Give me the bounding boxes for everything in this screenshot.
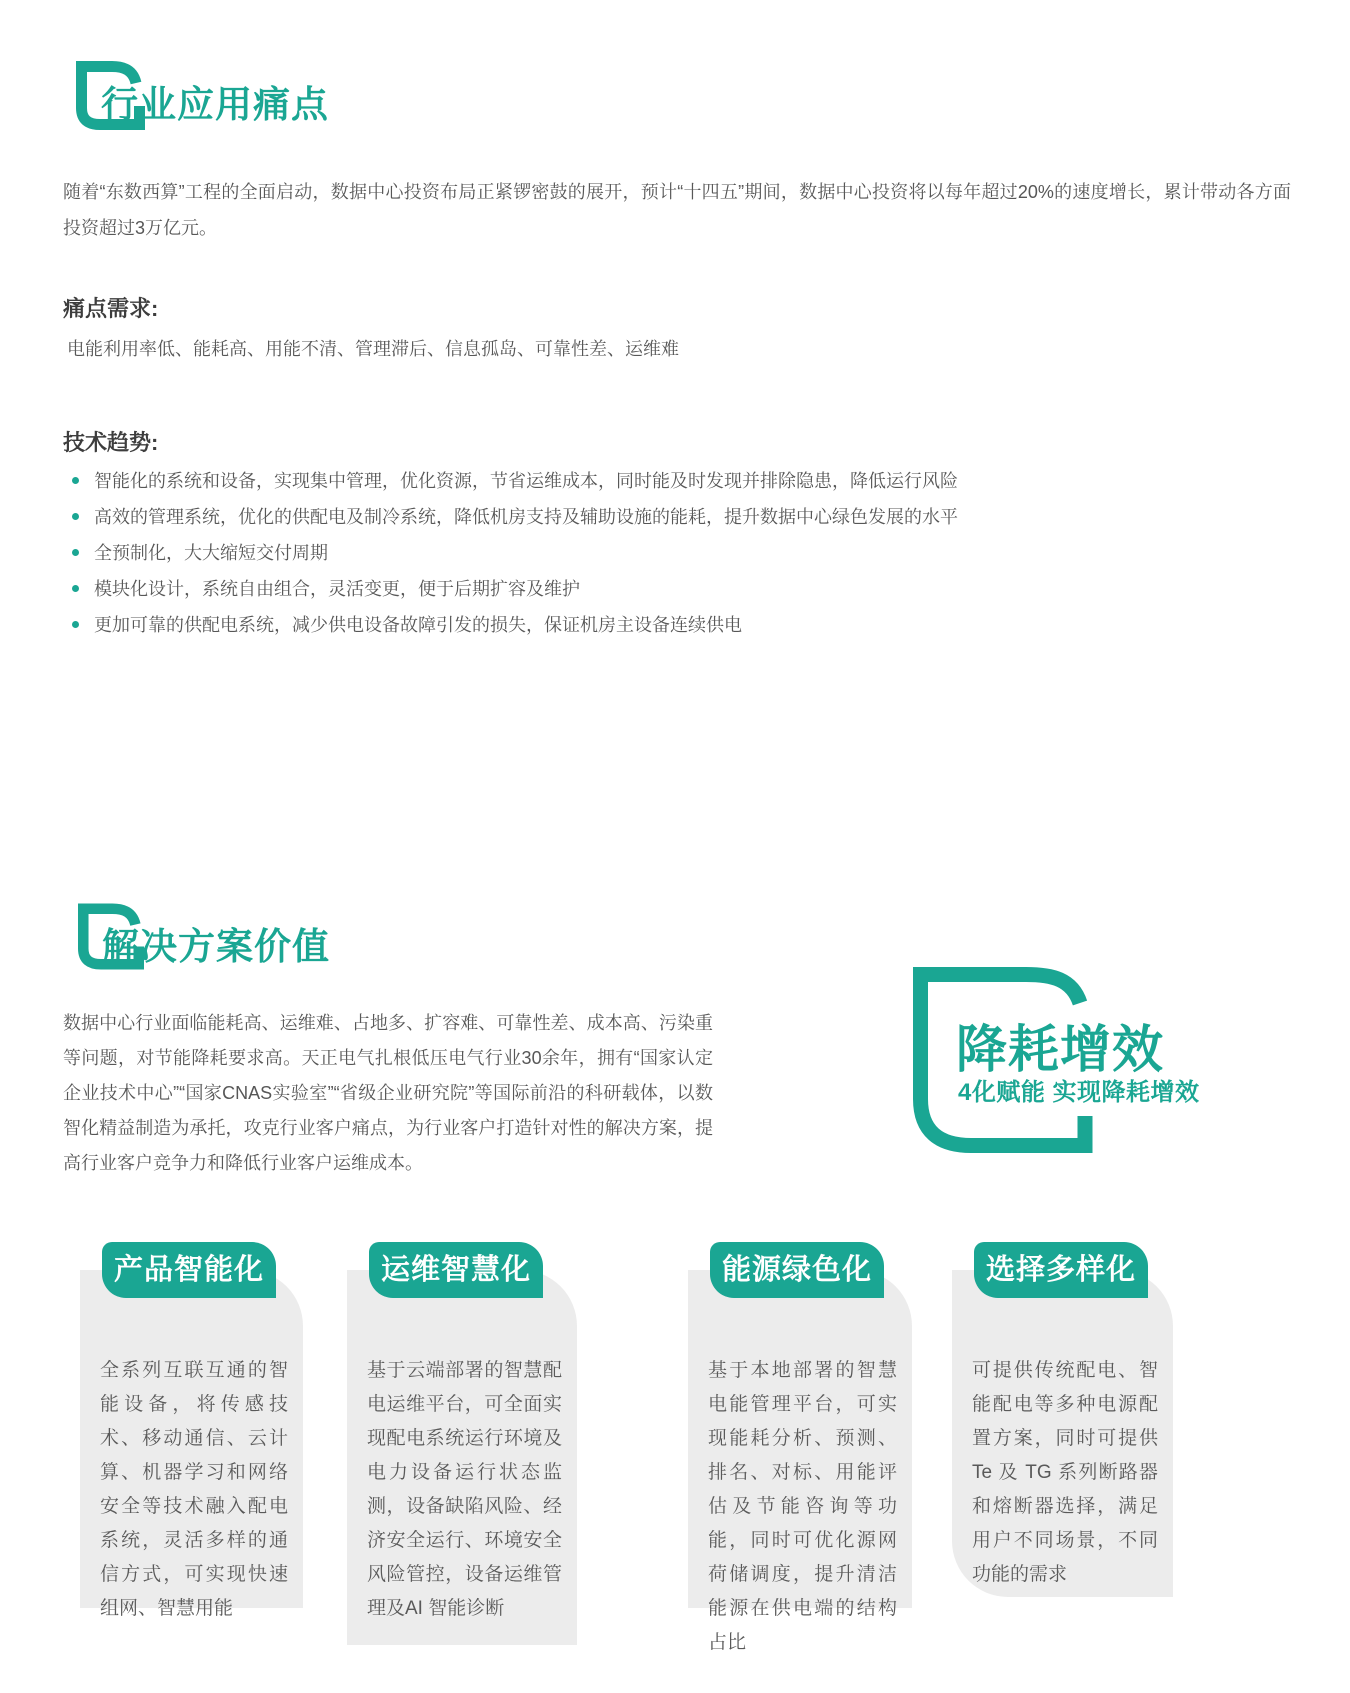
- trend-item-text: 更加可靠的供配电系统，减少供电设备故障引发的损失，保证机房主设备连续供电: [94, 615, 742, 635]
- bullet-dot-icon: [72, 585, 79, 592]
- solution-card-product-intelligence: [80, 1254, 303, 1619]
- callout-subtitle: 4化赋能 实现降耗增效: [958, 1079, 1200, 1106]
- trend-item: [63, 498, 958, 534]
- section-title-solution-value: 解决方案价值: [102, 926, 330, 967]
- card-body-text: 基于云端部署的智慧配电运维平台，可全面实现配电系统运行环境及电力设备运行状态监测，设备缺陷风险、经济安全运行、环境安全风险管控，设备运维管理及AI 智能诊断: [367, 1360, 562, 1619]
- card-badge: 运维智慧化: [369, 1242, 543, 1298]
- pain-demand-text: 电能利用率低、能耗高、用能不清、管理滞后、信息孤岛、可靠性差、运维难: [67, 339, 679, 359]
- pain-demand-heading: 痛点需求:: [63, 296, 159, 321]
- card-badge: 选择多样化: [974, 1242, 1148, 1298]
- tech-trend-heading: 技术趋势:: [63, 430, 159, 455]
- solution-card-diverse-choice: [952, 1254, 1173, 1597]
- solution-card-smart-operation: [347, 1254, 577, 1645]
- card-body-text: 可提供传统配电、智能配电等多种电源配置方案，同时可提供 Te 及 TG 系列断路器和熔断器选择，满足用户不同场景，不同功能的需求: [972, 1360, 1158, 1585]
- solution-card-green-energy: [688, 1254, 912, 1653]
- trend-item: [63, 570, 958, 606]
- trend-item-text: 高效的管理系统，优化的供配电及制冷系统，降低机房支持及辅助设施的能耗，提升数据中心绿色发展的水平: [94, 507, 958, 527]
- bullet-dot-icon: [72, 549, 79, 556]
- card-body-text: 全系列互联互通的智能设备，将传感技术、移动通信、云计算、机器学习和网络安全等技术融入配电系统，灵活多样的通信方式，可实现快速组网、智慧用能: [100, 1360, 288, 1619]
- trend-item: [63, 534, 958, 570]
- trend-item: [63, 606, 958, 642]
- trend-item-text: 智能化的系统和设备，实现集中管理，优化资源，节省运维成本，同时能及时发现并排除隐患，降低运行风险: [94, 471, 958, 491]
- trend-item: [63, 462, 958, 498]
- callout-title: 降耗增效: [956, 1021, 1165, 1078]
- card-body-text: 基于本地部署的智慧电能管理平台，可实现能耗分析、预测、排名、对标、用能评估及节能咨询等功能，同时可优化源网荷储调度，提升清洁能源在供电端的结构占比: [708, 1360, 897, 1653]
- section-title-pain-points: 行业应用痛点: [101, 84, 329, 125]
- pain-intro-paragraph: 随着“东数西算”工程的全面启动，数据中心投资布局正紧锣密鼓的展开，预计“十四五”期间，数据中心投资将以每年超过20%的速度增长，累计带动各方面投资超过3万亿元。: [63, 182, 1291, 238]
- card-badge: 产品智能化: [102, 1242, 276, 1298]
- card-badge: 能源绿色化: [710, 1242, 884, 1298]
- tech-trend-list: [63, 462, 958, 642]
- bullet-dot-icon: [72, 513, 79, 520]
- trend-item-text: 模块化设计，系统自由组合，灵活变更，便于后期扩容及维护: [94, 579, 580, 599]
- trend-item-text: 全预制化，大大缩短交付周期: [94, 543, 328, 563]
- solution-intro-paragraph: 数据中心行业面临能耗高、运维难、占地多、扩容难、可靠性差、成本高、污染重等问题，对节能降耗要求高。天正电气扎根低压电气行业30余年，拥有“国家认定企业技术中心”“国家CNAS实验室”“省级企业研究院”等国际前沿的科研载体，以数智化精益制造为承托，攻克行业客户痛点，为行业客户打造针对性的解决方案，提高行业客户竞争力和降低行业客户运维成本。: [63, 1013, 713, 1173]
- bullet-dot-icon: [72, 621, 79, 628]
- bullet-dot-icon: [72, 477, 79, 484]
